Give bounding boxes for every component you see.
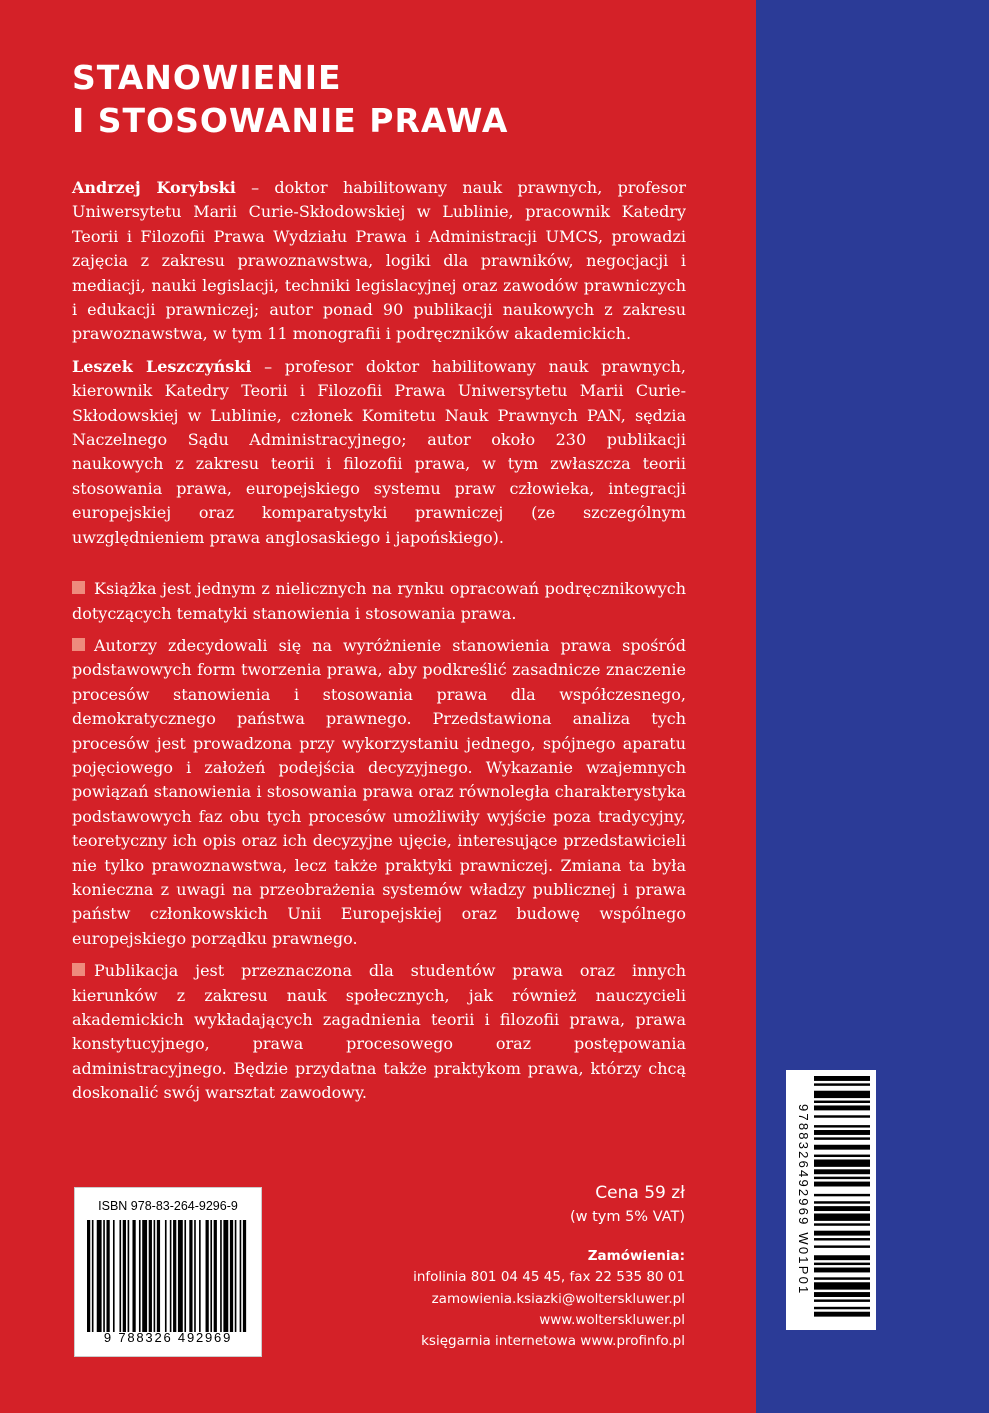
orders-heading: Zamówienia: bbox=[587, 1248, 685, 1264]
orders-phone: infolinia 801 04 45 45, fax 22 535 80 01 bbox=[413, 1269, 685, 1286]
barcode-stripe bbox=[814, 1145, 870, 1150]
barcode-stripe bbox=[210, 1220, 212, 1332]
book-highlights bbox=[72, 577, 686, 1106]
orders-website: www.wolterskluwer.pl bbox=[539, 1311, 685, 1328]
barcode-bars bbox=[87, 1220, 251, 1332]
barcode-stripe bbox=[814, 1214, 870, 1221]
barcode-stripe bbox=[223, 1220, 228, 1332]
barcode-stripe bbox=[235, 1220, 237, 1332]
barcode-stripe bbox=[814, 1182, 870, 1187]
spine-barcode bbox=[786, 1070, 876, 1330]
barcode-stripe bbox=[230, 1220, 233, 1332]
barcode-stripe bbox=[214, 1220, 217, 1332]
barcode-stripe bbox=[170, 1220, 172, 1332]
barcode-stripe bbox=[814, 1101, 870, 1103]
isbn-barcode bbox=[74, 1187, 262, 1357]
barcode-stripe bbox=[814, 1169, 870, 1174]
isbn-label: ISBN 978-83-264-9296-9 bbox=[98, 1199, 238, 1213]
book-title bbox=[72, 56, 508, 142]
barcode-stripe bbox=[814, 1115, 870, 1117]
barcode-stripe bbox=[184, 1220, 186, 1332]
title-line-2: I STOSOWANIE PRAWA bbox=[72, 101, 509, 140]
spine-barcode-digits: 9788326492969 W01P01 bbox=[796, 1104, 811, 1296]
barcode-stripe bbox=[128, 1220, 130, 1332]
square-bullet-icon bbox=[72, 638, 85, 651]
barcode-stripe bbox=[157, 1220, 160, 1332]
barcode-stripe bbox=[814, 1268, 870, 1273]
highlight-text: Publikacja jest przeznaczona dla studentów prawa oraz innych kierunków z zakresu nauk społecznych, jak również nauczycieli akademickich wykładających zagadnienia teorii i filozofii prawa, prawa konstytucyjnego, prawa procesowego oraz postępowania administracyjnego. Będzie przydatna także praktykom prawa, którzy chcą doskonalić swój warsztat zawodowy. bbox=[72, 961, 686, 1103]
author-bio bbox=[72, 355, 686, 550]
barcode-stripe bbox=[814, 1105, 870, 1110]
price-block bbox=[570, 1180, 685, 1228]
barcode-stripe bbox=[142, 1220, 147, 1332]
barcode-stripe bbox=[165, 1220, 167, 1332]
barcode-stripe bbox=[814, 1137, 870, 1139]
highlight-text: Książka jest jednym z nielicznych na rynku opracowań podręcznikowych dotyczących tematyki stanowienia i stosowania prawa. bbox=[72, 579, 686, 623]
highlight-item bbox=[72, 577, 686, 626]
barcode-stripe bbox=[814, 1312, 870, 1317]
barcode-stripe bbox=[814, 1177, 870, 1179]
vat-note: (w tym 5% VAT) bbox=[569, 1209, 685, 1225]
barcode-stripe bbox=[814, 1076, 870, 1081]
barcode-stripe bbox=[814, 1223, 870, 1225]
barcode-stripe bbox=[199, 1220, 201, 1332]
barcode-stripe bbox=[814, 1155, 870, 1157]
barcode-stripe bbox=[123, 1220, 126, 1332]
barcode-stripe bbox=[814, 1091, 870, 1098]
barcode-stripe bbox=[814, 1194, 870, 1196]
orders-email: zamowienia.ksiazki@wolterskluwer.pl bbox=[431, 1290, 685, 1307]
barcode-stripe bbox=[206, 1220, 209, 1332]
barcode-stripe bbox=[814, 1159, 870, 1166]
barcode-stripe bbox=[106, 1220, 109, 1332]
barcode-stripe bbox=[814, 1130, 870, 1135]
barcode-stripe bbox=[243, 1220, 246, 1332]
barcode-stripe bbox=[149, 1220, 152, 1332]
barcode-stripe bbox=[113, 1220, 115, 1332]
title-line-1: STANOWIENIE bbox=[72, 58, 342, 97]
barcode-stripe bbox=[814, 1083, 870, 1085]
orders-bookstore: księgarnia internetowa www.profinfo.pl bbox=[421, 1333, 685, 1350]
price: Cena 59 zł bbox=[595, 1183, 685, 1203]
author-description: – doktor habilitowany nauk prawnych, profesor Uniwersytetu Marii Curie-Skłodowskiej w Lublinie, pracownik Katedry Teorii i Filozofii Prawa Wydziału Prawa i Administracji UMCS, prowadzi zajęcia z zakresu prawoznawstwa, logiki dla prawników, negocjacji i mediacji, nauki legislacji, techniki legislacyjnej oraz zawodów prawniczych i edukacji prawniczej; autor ponad 90 publikacji naukowych z zakresu prawoznawstwa, w tym 11 monografii i podręczników akademickich. bbox=[72, 178, 686, 344]
barcode-stripe bbox=[92, 1220, 94, 1332]
author-bio bbox=[72, 176, 686, 347]
barcode-stripe bbox=[814, 1201, 870, 1203]
barcode-stripe bbox=[814, 1307, 870, 1309]
barcode-stripe bbox=[814, 1255, 870, 1260]
highlight-text: Autorzy zdecydowali się na wyróżnienie stanowienia prawa spośród podstawowych form tworzenia prawa, aby podkreślić zasadnicze znaczenie procesów stanowienia i stosowania prawa dla współczesnego, demokratycznego państwa prawnego. Przedstawiona analiza tych procesów jest prowadzona przy wykorzystaniu jednego, spójnego aparatu pojęciowego i założeń podejścia decyzyjnego. Wykazanie wzajemnych powiązań stanowienia i stosowania prawa oraz równoległa charakterystyka podstawowych faz obu tych procesów umożliwiły wyjście poza tradycyjny, teoretyczny ich opis oraz ich decyzyjne ujęcie, interesujące przedstawicieli nie tylko prawoznawstwa, lecz także praktyki prawniczej. Zmiana ta była konieczna z uwagi na przeobrażenia systemów władzy publicznej i prawa państw członkowskich Unii Europejskiej oraz budowę wspólnego europejskiego porządku prawnego. bbox=[72, 635, 686, 948]
barcode-stripe bbox=[814, 1231, 870, 1236]
barcode-stripe bbox=[814, 1292, 870, 1297]
orders-block bbox=[413, 1246, 685, 1352]
barcode-stripe bbox=[97, 1220, 102, 1332]
author-name: Andrzej Korybski bbox=[72, 178, 236, 197]
barcode-stripe bbox=[814, 1263, 870, 1265]
author-description: – profesor doktor habilitowany nauk prawnych, kierownik Katedry Teorii i Filozofii Prawa Uniwersytetu Marii Curie-Skłodowskiej w Lublinie, członek Komitetu Nauk Prawnych PAN, sędzia Naczelnego Sądu Administracyjnego; autor około 230 publikacji naukowych z zakresu teorii i filozofii prawa, w tym zwłaszcza teorii stosowania prawa, europejskiego systemu praw człowieka, integracji europejskiej oraz komparatystyki prawniczej (ze szczególnym uwzględnieniem prawa anglosaskiego i japońskiego). bbox=[72, 356, 686, 547]
barcode-stripe bbox=[132, 1220, 135, 1332]
isbn-digits: 9 788326 492969 bbox=[103, 1330, 233, 1345]
barcode-stripe bbox=[87, 1220, 90, 1332]
barcode-stripe bbox=[814, 1125, 870, 1127]
barcode-stripe bbox=[119, 1220, 121, 1332]
blurb bbox=[72, 176, 686, 1106]
highlight-item bbox=[72, 634, 686, 951]
barcode-stripe bbox=[189, 1220, 192, 1332]
barcode-stripe bbox=[194, 1220, 196, 1332]
barcode-stripe bbox=[139, 1220, 141, 1332]
barcode-stripe bbox=[220, 1220, 222, 1332]
barcode-stripe bbox=[814, 1206, 870, 1211]
barcode-stripe bbox=[240, 1220, 242, 1332]
barcode-stripe bbox=[178, 1220, 183, 1332]
barcode-stripe bbox=[814, 1245, 870, 1247]
barcode-stripe bbox=[814, 1282, 870, 1289]
spine-barcode-bars bbox=[814, 1076, 870, 1324]
barcode-stripe bbox=[814, 1277, 870, 1279]
author-name: Leszek Leszczyński bbox=[72, 356, 252, 376]
barcode-stripe bbox=[814, 1299, 870, 1301]
highlight-item bbox=[72, 959, 686, 1105]
barcode-stripe bbox=[173, 1220, 176, 1332]
square-bullet-icon bbox=[72, 963, 85, 976]
barcode-stripe bbox=[814, 1238, 870, 1240]
barcode-stripe bbox=[103, 1220, 105, 1332]
barcode-stripe bbox=[154, 1220, 156, 1332]
square-bullet-icon bbox=[72, 581, 85, 594]
